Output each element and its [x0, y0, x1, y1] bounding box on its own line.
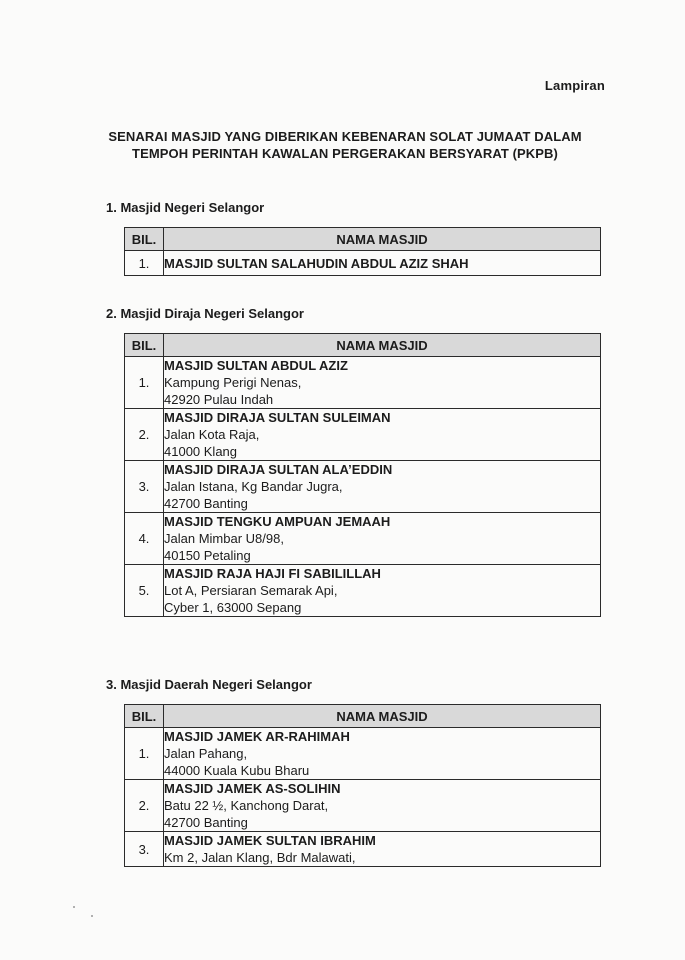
row-bil: 2.	[125, 409, 164, 461]
mosque-name: MASJID JAMEK SULTAN IBRAHIM	[164, 833, 376, 848]
address-line: 40150 Petaling	[164, 548, 251, 563]
address-line: Lot A, Persiaran Semarak Api,	[164, 583, 338, 598]
table-row	[125, 461, 601, 513]
section-heading-1: 1. Masjid Negeri Selangor	[106, 200, 265, 215]
mosque-name: MASJID DIRAJA SULTAN SULEIMAN	[164, 410, 391, 425]
table-row	[125, 357, 601, 409]
address-line: Jalan Mimbar U8/98,	[164, 531, 284, 546]
row-bil: 4.	[125, 513, 164, 565]
row-bil: 3.	[125, 461, 164, 513]
table-row	[125, 780, 601, 832]
mosque-name: MASJID DIRAJA SULTAN ALA’EDDIN	[164, 462, 393, 477]
header-nama-masjid: NAMA MASJID	[164, 228, 601, 251]
header-nama-masjid: NAMA MASJID	[164, 705, 601, 728]
address-line: Jalan Istana, Kg Bandar Jugra,	[164, 479, 343, 494]
mosque-name: MASJID SULTAN ABDUL AZIZ	[164, 358, 348, 373]
table-row	[125, 251, 601, 276]
header-bil: BIL.	[125, 334, 164, 357]
row-bil: 5.	[125, 565, 164, 617]
address-line: 44000 Kuala Kubu Bharu	[164, 763, 310, 778]
row-nama	[164, 357, 601, 409]
row-nama	[164, 832, 601, 867]
document-title	[60, 128, 630, 162]
table-row	[125, 409, 601, 461]
header-nama-masjid: NAMA MASJID	[164, 334, 601, 357]
row-bil: 1.	[125, 728, 164, 780]
address-line: 42700 Banting	[164, 496, 248, 511]
address-line: Kampung Perigi Nenas,	[164, 375, 302, 390]
address-line: 42920 Pulau Indah	[164, 392, 274, 407]
address-line: Jalan Pahang,	[164, 746, 248, 761]
mosque-table-2	[124, 333, 601, 617]
header-bil: BIL.	[125, 228, 164, 251]
lampiran-label: Lampiran	[544, 78, 605, 93]
address-line: 42700 Banting	[164, 815, 248, 830]
mosque-table-1	[124, 227, 601, 276]
table-row	[125, 728, 601, 780]
table-row	[125, 832, 601, 867]
row-nama	[164, 461, 601, 513]
row-bil: 3.	[125, 832, 164, 867]
section-heading-3: 3. Masjid Daerah Negeri Selangor	[106, 677, 312, 692]
row-nama	[164, 251, 601, 276]
table-row	[125, 565, 601, 617]
table-header-row	[125, 705, 601, 728]
address-line: Km 2, Jalan Klang, Bdr Malawati,	[164, 850, 356, 865]
row-nama	[164, 565, 601, 617]
table-header-row	[125, 334, 601, 357]
mosque-name: MASJID RAJA HAJI FI SABILILLAH	[164, 566, 381, 581]
section-heading-2: 2. Masjid Diraja Negeri Selangor	[106, 306, 304, 321]
mosque-name: MASJID SULTAN SALAHUDIN ABDUL AZIZ SHAH	[164, 255, 469, 271]
row-bil: 1.	[125, 357, 164, 409]
address-line: 41000 Klang	[164, 444, 238, 459]
title-line-2: TEMPOH PERINTAH KAWALAN PERGERAKAN BERSYARAT (PKPB)	[132, 146, 558, 161]
row-nama	[164, 780, 601, 832]
address-line: Jalan Kota Raja,	[164, 427, 260, 442]
mosque-name: MASJID JAMEK AS-SOLIHIN	[164, 781, 341, 796]
title-line-1: SENARAI MASJID YANG DIBERIKAN KEBENARAN SOLAT JUMAAT DALAM	[108, 129, 582, 144]
address-line: Batu 22 ½, Kanchong Darat,	[164, 798, 329, 813]
table-row	[125, 513, 601, 565]
mosque-name: MASJID JAMEK AR-RAHIMAH	[164, 729, 350, 744]
mosque-name: MASJID TENGKU AMPUAN JEMAAH	[164, 514, 391, 529]
table-header-row	[125, 228, 601, 251]
scan-speck	[73, 906, 75, 908]
header-bil: BIL.	[125, 705, 164, 728]
row-bil: 2.	[125, 780, 164, 832]
row-nama	[164, 513, 601, 565]
scan-speck	[91, 915, 93, 917]
row-nama	[164, 409, 601, 461]
row-nama	[164, 728, 601, 780]
row-bil: 1.	[125, 251, 164, 276]
mosque-table-3	[124, 704, 601, 867]
address-line: Cyber 1, 63000 Sepang	[164, 600, 302, 615]
